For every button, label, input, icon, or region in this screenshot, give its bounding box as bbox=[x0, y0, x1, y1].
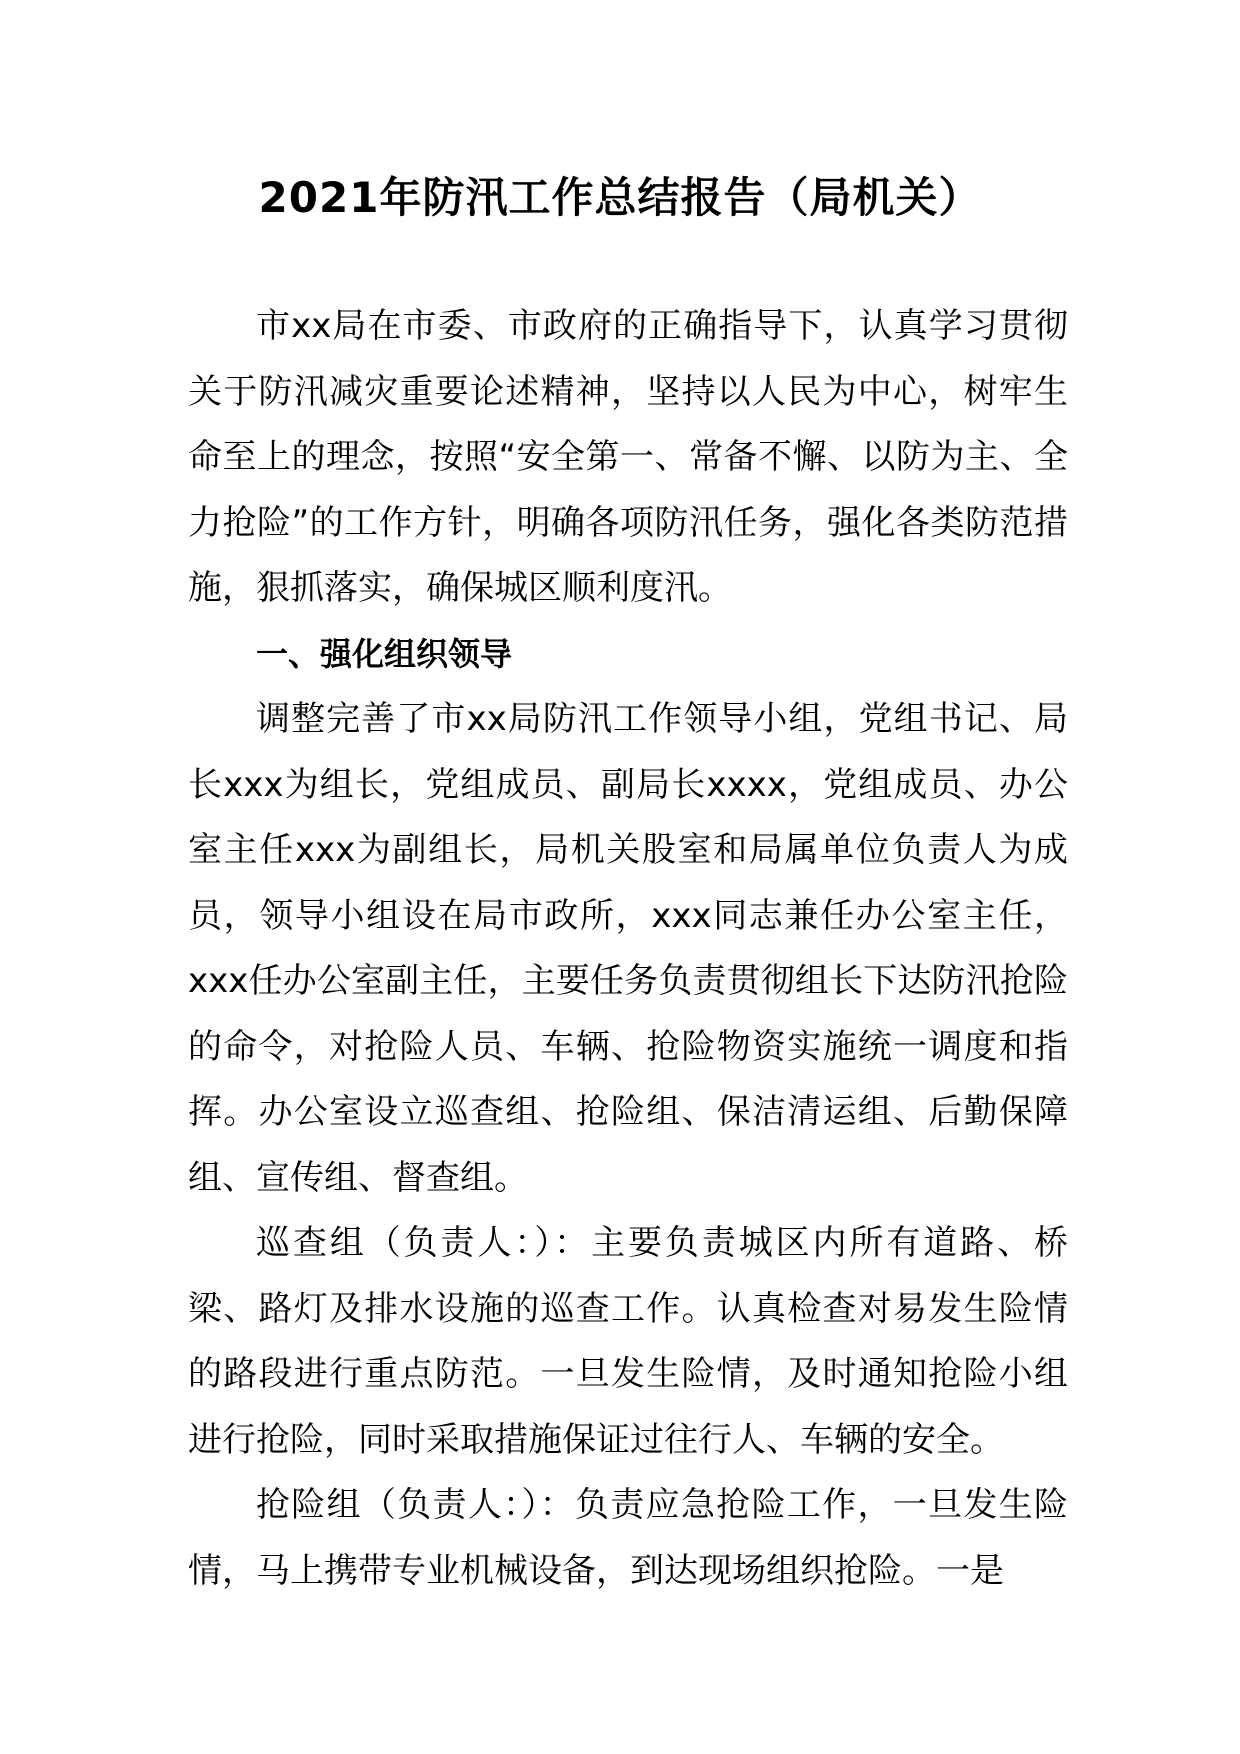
section-heading-1: 一、强化组织领导 bbox=[256, 634, 513, 673]
leadership-group-paragraph: 调整完善了市xx局防汛工作领导小组，党组书记、局长xxx为组长，党组成员、副局长xxxx，党组成员、办公室主任xxx为副组长，局机关股室和局属单位负责人为成员，领导小组设在局市政所，xxx同志兼任办公室主任，xxx任办公室副主任，主要任务负责贯彻组长下达防汛抢险的命令，对抢险人员、车辆、抢险物资实施统一调度和指挥。办公室设立巡查组、抢险组、保洁清运组、后勤保障组、宣传组、督查组。 bbox=[188, 699, 1068, 1198]
document-title: 2021年防汛工作总结报告（局机关） bbox=[258, 173, 982, 222]
rescue-group-paragraph: 抢险组（负责人：）：负责应急抢险工作，一旦发生险情，马上携带专业机械设备，到达现场组织抢险。一是 bbox=[188, 1485, 1068, 1591]
document-body bbox=[188, 294, 1068, 1604]
intro-paragraph: 市xx局在市委、市政府的正确指导下，认真学习贯彻关于防汛减灾重要论述精神，坚持以人民为中心，树牢生命至上的理念，按照“安全第一、常备不懈、以防为主、全力抢险”的工作方针，明确各项防汛任务，强化各类防范措施，狠抓落实，确保城区顺利度汛。 bbox=[188, 306, 1068, 608]
patrol-group-paragraph: 巡查组（负责人：）：主要负责城区内所有道路、桥梁、路灯及排水设施的巡查工作。认真检查对易发生险情的路段进行重点防范。一旦发生险情，及时通知抢险小组进行抢险，同时采取措施保证过往行人、车辆的安全。 bbox=[188, 1223, 1068, 1460]
